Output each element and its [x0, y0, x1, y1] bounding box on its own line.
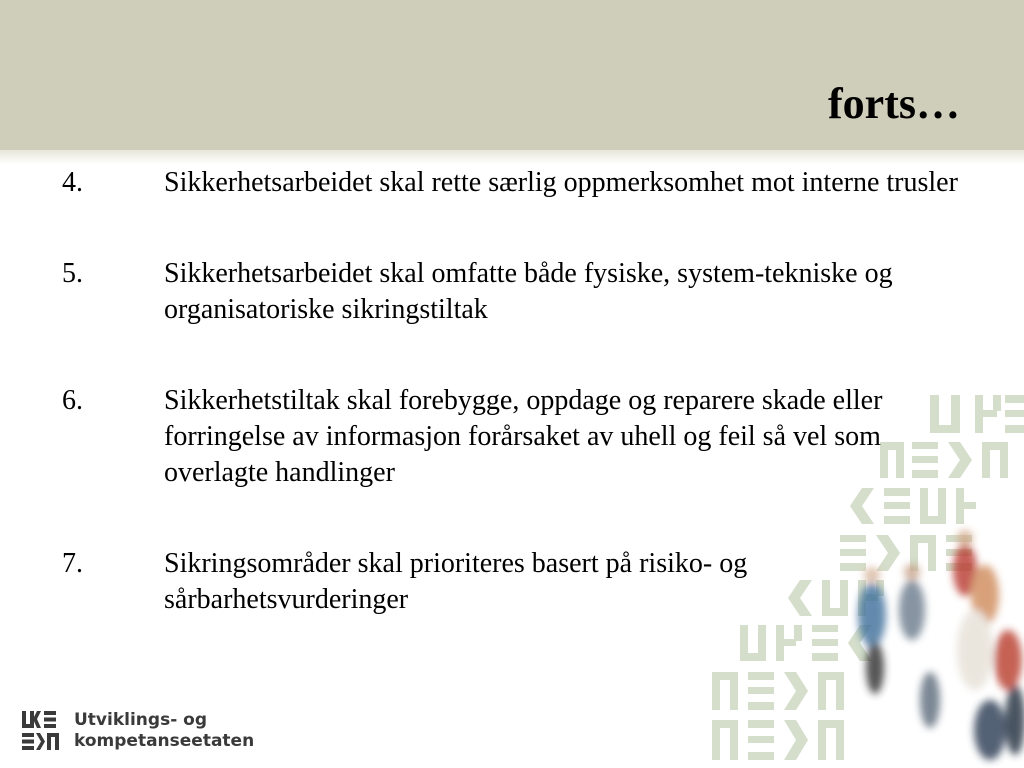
numbered-list	[62, 165, 962, 673]
list-item	[62, 256, 962, 328]
list-item-number: 5.	[62, 258, 83, 289]
list-item-text: Sikkerhetsarbeidet skal omfatte både fysiske, system-tekniske og organisatoriske sikringstiltak	[164, 258, 893, 325]
footer-logo	[22, 710, 254, 752]
uke-logo-icon	[22, 711, 62, 751]
list-item	[62, 383, 962, 491]
org-name-line-2: kompetanseetaten	[74, 731, 255, 751]
list-item-text: Sikkerhetsarbeidet skal rette særlig oppmerksomhet mot interne trusler	[164, 167, 958, 198]
org-name-line-1: Utviklings- og	[74, 710, 208, 730]
slide-title: forts…	[828, 79, 960, 128]
list-item-text: Sikringsområder skal prioriteres basert på risiko- og sårbarhetsvurderinger	[164, 548, 748, 615]
list-item	[62, 165, 962, 201]
org-name	[74, 710, 254, 752]
list-item	[62, 546, 962, 618]
list-item-text: Sikkerhetstiltak skal forebygge, oppdage og reparere skade eller forringelse av informasjon forårsaket av uhell og feil så vel som overlagte handlinger	[164, 385, 883, 488]
list-item-number: 7.	[62, 548, 83, 579]
list-item-number: 6.	[62, 385, 83, 416]
list-item-number: 4.	[62, 167, 83, 198]
